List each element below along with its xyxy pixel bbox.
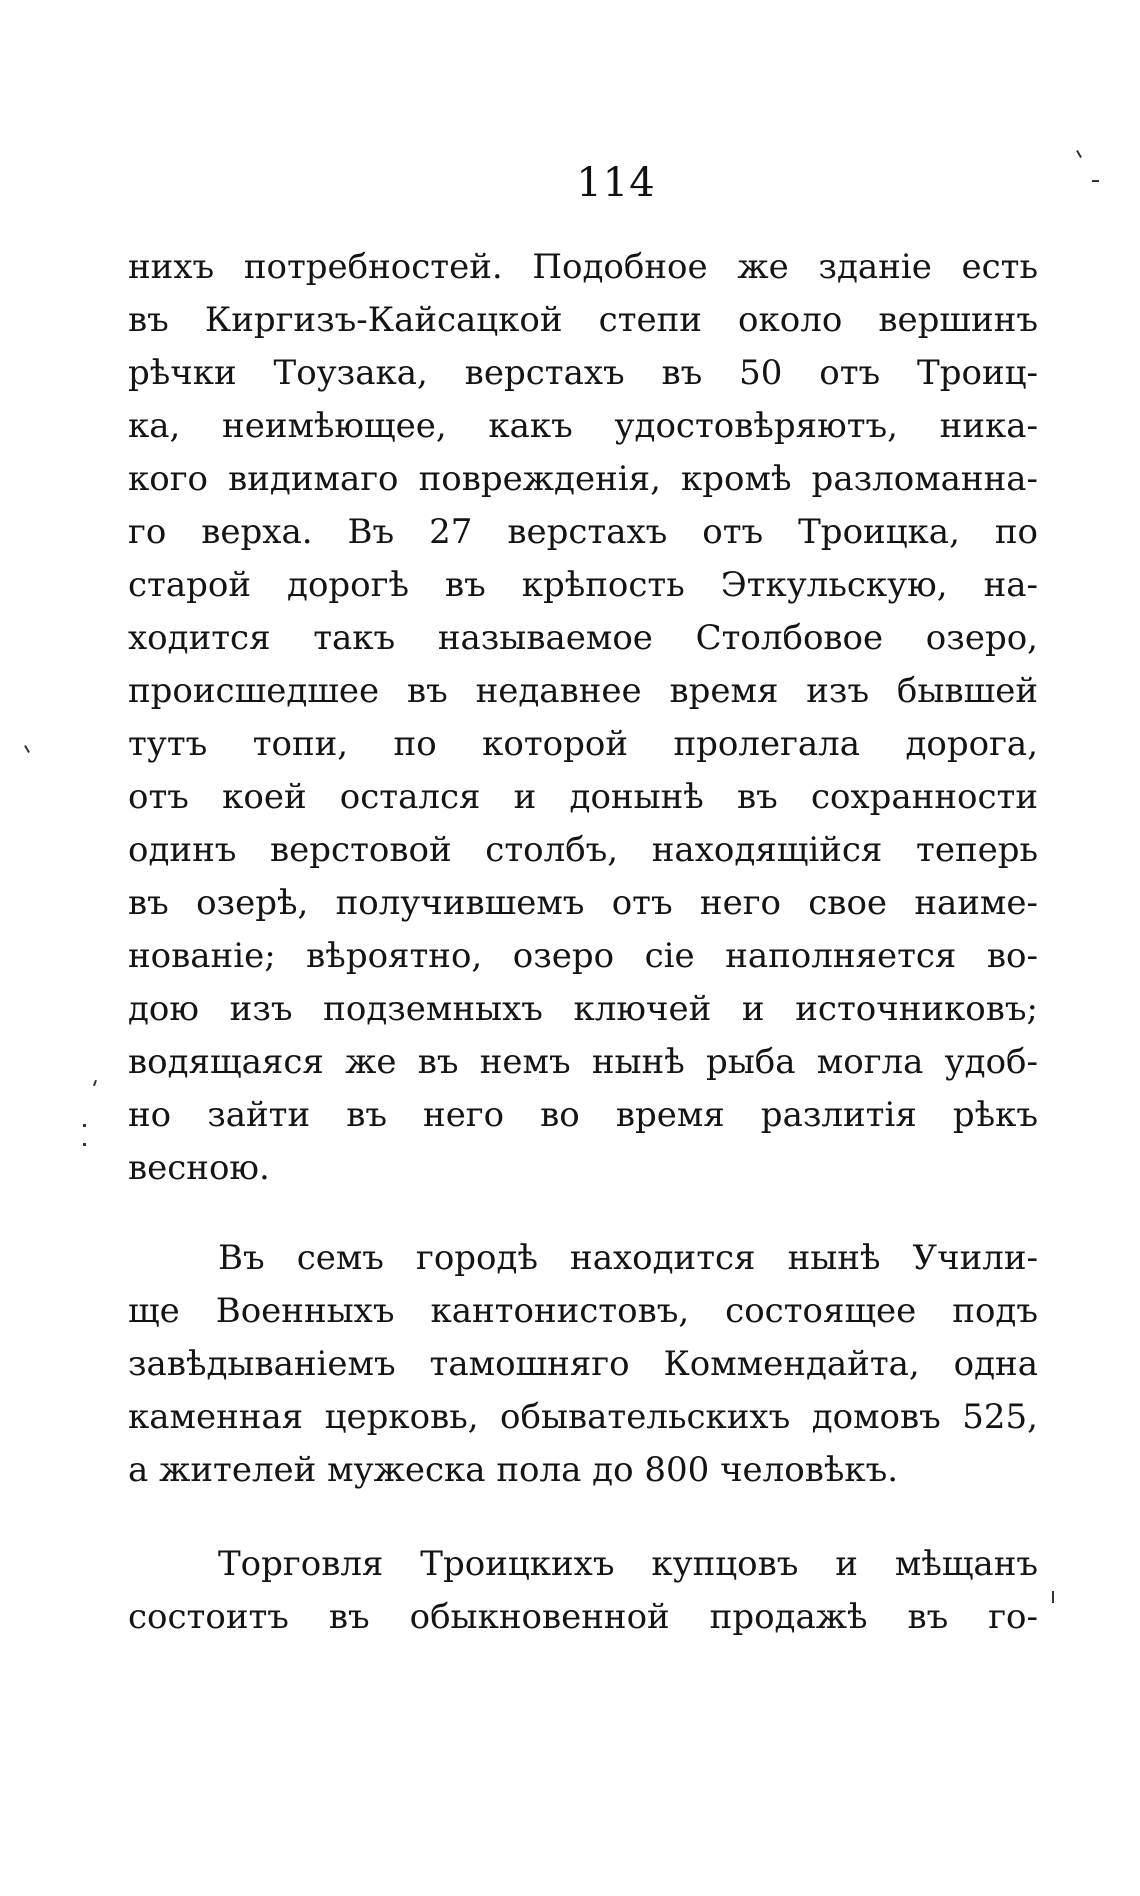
scan-speck [1076, 150, 1082, 158]
text-line: происшедшее въ недавнее время изъ бывшей [128, 671, 1038, 711]
scan-speck [83, 1124, 86, 1127]
text-line: Торговля Троицкихъ купцовъ и мѣщанъ [218, 1544, 1038, 1584]
text-line: го верха. Въ 27 верстахъ отъ Троицка, по [128, 512, 1038, 552]
text-line: состоитъ въ обыкновенной продажѣ въ го- [128, 1597, 1038, 1637]
scan-speck [83, 1143, 86, 1146]
paragraph-2 [128, 1232, 1038, 1497]
text-line: каменная церковь, обывательскихъ домовъ 525, [128, 1397, 1038, 1437]
paragraph-3 [128, 1538, 1038, 1644]
text-line: весною. [128, 1148, 270, 1188]
text-line: тутъ топи, по которой пролегала дорога, [128, 724, 1038, 764]
text-line: ка, неимѣющее, какъ удостовѣряютъ, ника- [128, 406, 1038, 446]
text-line: ходится такъ называемое Столбовое озеро, [128, 618, 1038, 658]
text-line: ще Военныхъ кантонистовъ, состоящее подъ [128, 1291, 1038, 1331]
text-line: одинъ верстовой столбъ, находящійся теперь [128, 830, 1038, 870]
scan-speck [93, 1080, 97, 1086]
text-line: кого видимаго поврежденія, кромѣ разломанна- [128, 459, 1038, 499]
paragraph-1 [128, 241, 1038, 1195]
text-line: завѣдываніемъ тамошняго Коммендайта, одна [128, 1344, 1038, 1384]
text-line: Въ семъ городѣ находится нынѣ Учили- [218, 1238, 1038, 1278]
text-line: въ Киргизъ-Кайсацкой степи около вершинъ [128, 300, 1038, 340]
scan-speck [1092, 180, 1099, 182]
scan-speck [1052, 1591, 1054, 1603]
text-line: въ озерѣ, получившемъ отъ него свое наиме- [128, 883, 1038, 923]
text-line: нованіе; вѣроятно, озеро сіе наполняется во- [128, 936, 1038, 976]
text-line: старой дорогѣ въ крѣпость Эткульскую, на- [128, 565, 1038, 605]
text-line: нихъ потребностей. Подобное же зданіе есть [128, 247, 1038, 287]
text-line: но зайти въ него во время разлитія рѣкъ [128, 1095, 1038, 1135]
text-line: дою изъ подземныхъ ключей и источниковъ; [128, 989, 1038, 1029]
text-line: а жителей мужеска пола до 800 человѣкъ. [128, 1450, 899, 1490]
page-number: 114 [576, 160, 656, 206]
text-line: отъ коей остался и донынѣ въ сохранности [128, 777, 1038, 817]
text-line: водящаяся же въ немъ нынѣ рыба могла удоб- [128, 1042, 1038, 1082]
text-line: рѣчки Тоузака, верстахъ въ 50 отъ Троиц- [128, 353, 1038, 393]
scan-speck [24, 745, 30, 753]
